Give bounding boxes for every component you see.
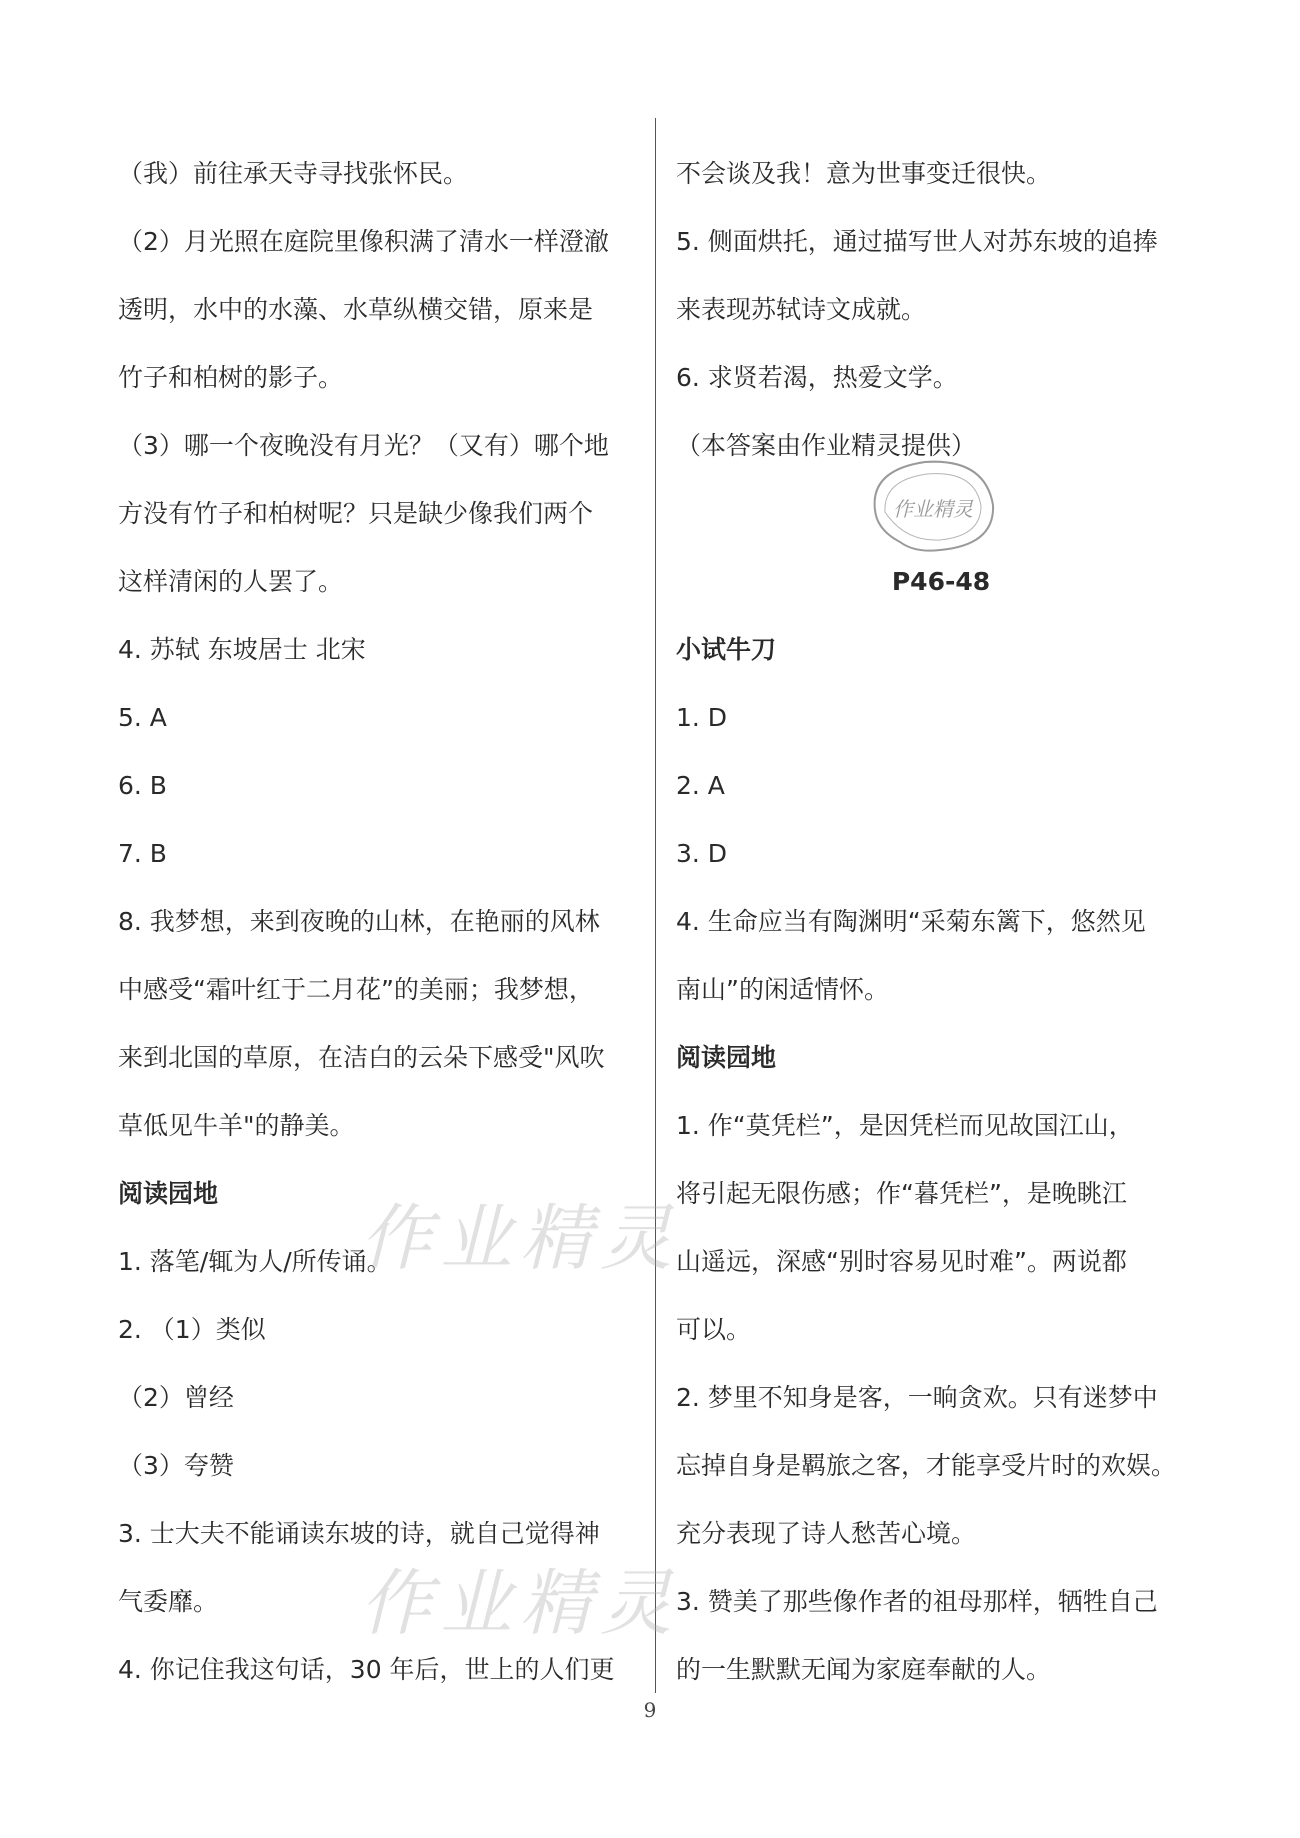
section-heading: 阅读园地 bbox=[118, 1179, 219, 1208]
answer-line: 1. 落笔/辄为人/所传诵。 bbox=[118, 1247, 392, 1276]
watermark: 作业精灵 bbox=[360, 1561, 681, 1645]
section-heading: 小试牛刀 bbox=[676, 635, 777, 664]
answer-line: 将引起无限伤感；作“暮凭栏”，是晚眺江 bbox=[676, 1179, 1127, 1208]
answer-line: 这样清闲的人罢了。 bbox=[118, 567, 344, 596]
answer-line: 2. 梦里不知身是客，一晌贪欢。只有迷梦中 bbox=[676, 1383, 1158, 1412]
answer-line: 6. 求贤若渴，热爱文学。 bbox=[676, 363, 958, 392]
answer-line: （我）前往承天寺寻找张怀民。 bbox=[118, 159, 469, 188]
answer-line: 5. 侧面烘托，通过描写世人对苏东坡的追捧 bbox=[676, 227, 1158, 256]
answer-line: 5. A bbox=[118, 703, 167, 732]
answer-line: （3）哪一个夜晚没有月光？（又有）哪个地 bbox=[118, 431, 609, 460]
answer-line: （2）月光照在庭院里像积满了清水一样澄澈 bbox=[118, 227, 609, 256]
left-column bbox=[118, 140, 638, 1704]
answer-line: 忘掉自身是羁旅之客，才能享受片时的欢娱。 bbox=[676, 1451, 1177, 1480]
answer-line: 1. D bbox=[676, 703, 728, 732]
answer-line: 3. D bbox=[676, 839, 728, 868]
answer-line: 2. （1）类似 bbox=[118, 1315, 266, 1344]
answer-line: 气委靡。 bbox=[118, 1587, 219, 1616]
answer-line: 草低见牛羊"的静美。 bbox=[118, 1111, 355, 1140]
answer-line: （3）夸赞 bbox=[118, 1451, 234, 1480]
watermark: 作业精灵 bbox=[360, 1196, 681, 1280]
stamp-text: 作业精灵 bbox=[893, 497, 973, 521]
stamp-logo bbox=[855, 450, 1005, 560]
answer-line: 可以。 bbox=[676, 1315, 752, 1344]
answer-line: 8. 我梦想，来到夜晚的山林，在艳丽的风林 bbox=[118, 907, 600, 936]
answer-line: 南山”的闲适情怀。 bbox=[676, 975, 889, 1004]
answer-line: 4. 生命应当有陶渊明“采菊东篱下，悠然见 bbox=[676, 907, 1146, 936]
answer-line: 4. 你记住我这句话，30 年后，世上的人们更 bbox=[118, 1655, 615, 1684]
answer-line: 方没有竹子和柏树呢？只是缺少像我们两个 bbox=[118, 499, 594, 528]
answer-line: 竹子和柏树的影子。 bbox=[118, 363, 344, 392]
right-column bbox=[676, 140, 1206, 1704]
answer-line: （2）曾经 bbox=[118, 1383, 234, 1412]
column-divider bbox=[655, 118, 656, 1693]
answer-line: 中感受“霜叶红于二月花”的美丽；我梦想， bbox=[118, 975, 594, 1004]
answer-line: 来到北国的草原，在洁白的云朵下感受"风吹 bbox=[118, 1043, 605, 1072]
answer-line: 山遥远，深感“别时容易见时难”。两说都 bbox=[676, 1247, 1127, 1276]
page-range-title: P46-48 bbox=[891, 567, 991, 596]
source-note: （本答案由作业精灵提供） bbox=[676, 431, 977, 460]
answer-line: 充分表现了诗人愁苦心境。 bbox=[676, 1519, 977, 1548]
answer-line: 不会谈及我！意为世事变迁很快。 bbox=[676, 159, 1052, 188]
section-heading: 阅读园地 bbox=[676, 1043, 777, 1072]
answer-line: 1. 作“莫凭栏”，是因凭栏而见故国江山， bbox=[676, 1111, 1134, 1140]
answer-line: 透明，水中的水藻、水草纵横交错，原来是 bbox=[118, 295, 594, 324]
page-number: 9 bbox=[643, 1698, 657, 1722]
answer-line: 3. 士大夫不能诵读东坡的诗，就自己觉得神 bbox=[118, 1519, 600, 1548]
answer-line: 6. B bbox=[118, 771, 167, 800]
answer-line: 2. A bbox=[676, 771, 725, 800]
answer-line: 7. B bbox=[118, 839, 167, 868]
answer-line: 来表现苏轼诗文成就。 bbox=[676, 295, 927, 324]
answer-line: 3. 赞美了那些像作者的祖母那样，牺牲自己 bbox=[676, 1587, 1158, 1616]
answer-line: 的一生默默无闻为家庭奉献的人。 bbox=[676, 1655, 1052, 1684]
answer-line: 4. 苏轼 东坡居士 北宋 bbox=[118, 635, 366, 664]
